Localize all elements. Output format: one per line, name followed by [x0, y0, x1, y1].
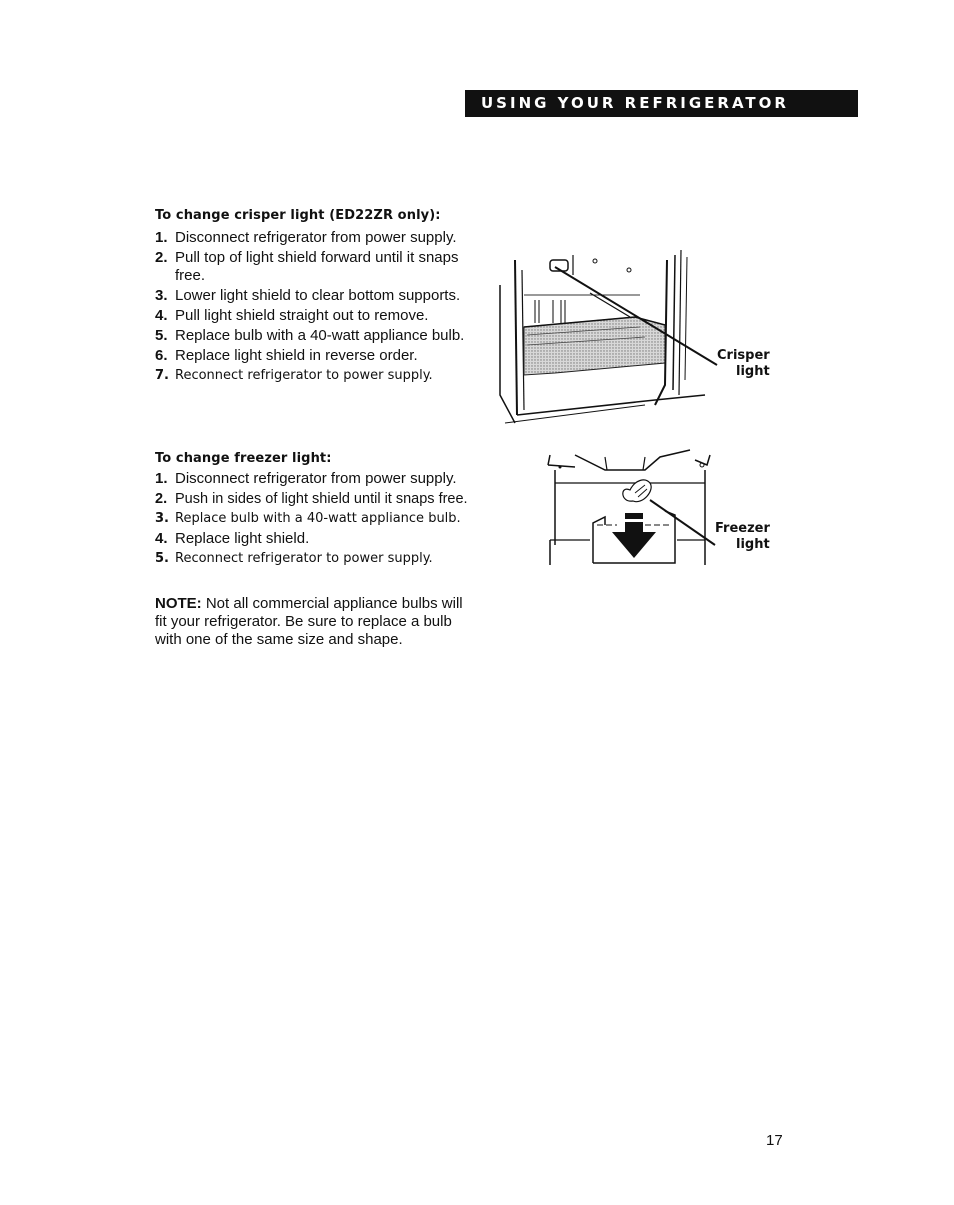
page-number: 17 — [766, 1132, 783, 1149]
freezer-step-5 — [155, 550, 475, 568]
step-number: 1. — [155, 229, 168, 246]
step-number: 6. — [155, 347, 168, 364]
freezer-light-label-2: light — [736, 537, 770, 552]
freezer-light-label-1: Freezer — [715, 521, 770, 536]
step-text: Disconnect refrigerator from power supply. — [175, 229, 457, 246]
crisper-step-2 — [155, 249, 475, 285]
step-number: 7. — [155, 368, 169, 383]
freezer-steps — [155, 470, 475, 570]
crisper-light-illustration — [495, 245, 720, 427]
note-paragraph — [155, 595, 465, 649]
freezer-light-illustration — [545, 445, 720, 570]
crisper-step-7 — [155, 367, 475, 385]
step-number: 3. — [155, 287, 168, 304]
step-text: Push in sides of light shield until it snaps free. — [175, 491, 468, 507]
step-text: Pull light shield straight out to remove. — [175, 307, 429, 324]
step-text: Replace light shield. — [175, 530, 310, 547]
crisper-step-5 — [155, 327, 465, 345]
section-header: USING YOUR REFRIGERATOR — [465, 90, 858, 117]
step-number: 3. — [155, 511, 169, 526]
freezer-step-1 — [155, 470, 475, 488]
crisper-step-3 — [155, 287, 475, 305]
step-number: 2. — [155, 249, 168, 266]
step-text: Replace bulb with a 40-watt appliance bulb. — [175, 511, 461, 526]
step-text: Disconnect refrigerator from power supply. — [175, 470, 457, 487]
step-text: Replace light shield in reverse order. — [175, 347, 418, 364]
freezer-step-3 — [155, 510, 475, 528]
crisper-step-6 — [155, 347, 475, 365]
crisper-light-label-2: light — [736, 364, 770, 379]
step-text: Lower light shield to clear bottom supports. — [175, 287, 461, 304]
crisper-heading: To change crisper light (ED22ZR only): — [155, 208, 441, 223]
step-text: Reconnect refrigerator to power supply. — [175, 551, 433, 566]
step-number: 2. — [155, 491, 168, 507]
crisper-light-label-1: Crisper — [717, 348, 770, 363]
note-label: NOTE: — [155, 595, 202, 612]
step-number: 5. — [155, 551, 169, 566]
crisper-step-1 — [155, 229, 475, 247]
step-number: 1. — [155, 470, 168, 487]
step-text: Replace bulb with a 40-watt appliance bulb. — [175, 327, 465, 344]
step-text: Reconnect refrigerator to power supply. — [175, 368, 433, 383]
freezer-step-4 — [155, 530, 475, 548]
step-number: 5. — [155, 327, 168, 344]
freezer-step-2 — [155, 490, 475, 508]
freezer-heading: To change freezer light: — [155, 451, 332, 466]
step-number: 4. — [155, 530, 168, 547]
step-text: Pull top of light shield forward until it snaps free. — [175, 249, 459, 284]
note-text: Not all commercial appliance bulbs will fit your refrigerator. Be sure to replace a bulb with one of the same size and shape. — [155, 595, 463, 648]
crisper-steps — [155, 229, 475, 387]
crisper-step-4 — [155, 307, 475, 325]
step-number: 4. — [155, 307, 168, 324]
